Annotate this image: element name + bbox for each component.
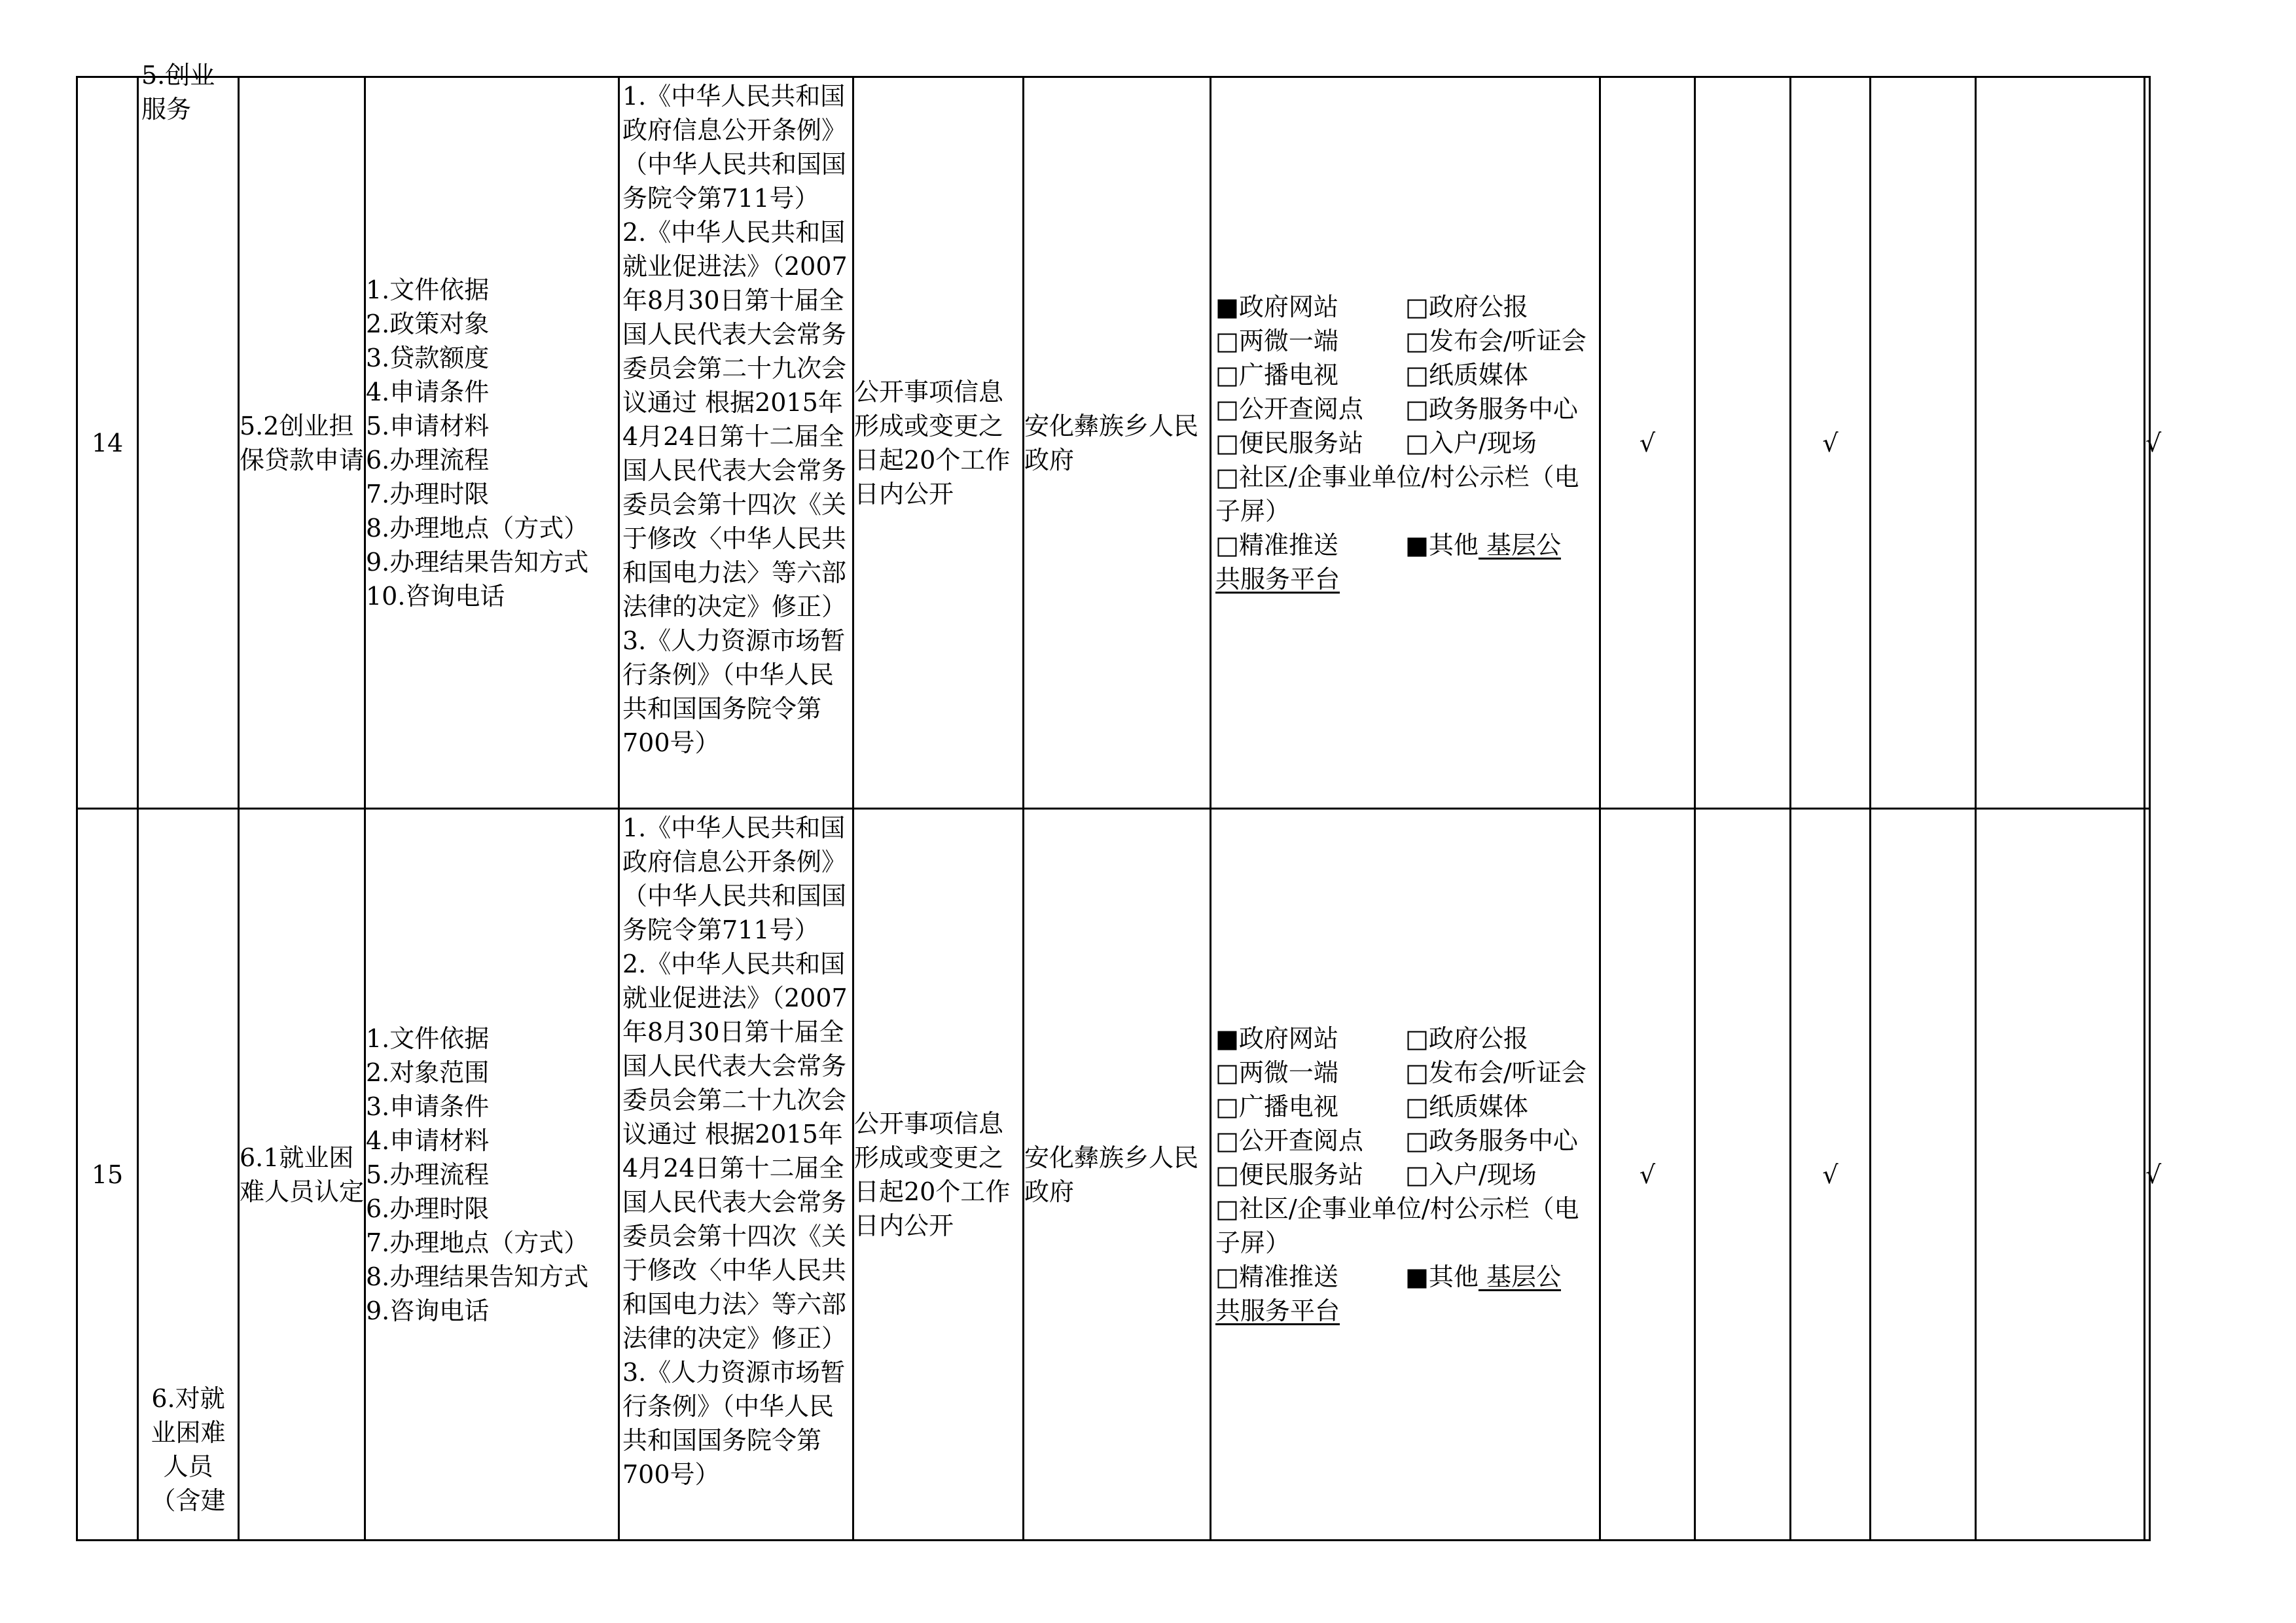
check-cell [1976,77,2145,809]
content-item: 8.办理结果告知方式 [366,1262,589,1291]
channel-reading-point: □公开查阅点 [1215,1126,1363,1155]
content-item: 7.办理时限 [366,479,490,508]
channels-cell [1211,77,1600,809]
disclosure-table [76,61,2162,1541]
content-item: 8.办理地点（方式） [366,513,589,543]
content-item: 1.文件依据 [366,275,490,304]
check-cell [1600,809,1695,1541]
content-item: 9.办理结果告知方式 [366,547,589,577]
content-item: 5.办理流程 [366,1160,490,1189]
content-item: 3.贷款额度 [366,343,490,372]
disclosure-subject: 安化彝族乡人民政府 [1024,1143,1199,1206]
channel-convenience: □便民服务站 [1215,428,1363,457]
channel-options [1211,1022,1599,1328]
time-limit: 公开事项信息形成或变更之日起20个工作日内公开 [854,1109,1011,1240]
subject-cell [1024,77,1211,809]
channel-paper: □纸质媒体 [1405,360,1528,389]
channel-gov-site: ■政府网站 [1215,1024,1338,1053]
channel-two-micro: □两微一端 [1215,326,1338,355]
item-name: 5.2创业担保贷款申请 [240,411,365,474]
time-limit-cell [853,809,1024,1541]
content-cell [365,809,619,1541]
check-mark: √ [2145,1160,2162,1189]
channel-convenience: □便民服务站 [1215,1160,1363,1189]
basis-cell [619,77,853,809]
check-cell [1791,809,1871,1541]
table-row [77,809,2150,1541]
channel-push: □精准推送 [1215,530,1338,560]
item-cell [239,809,365,1541]
content-item: 7.办理地点（方式） [366,1228,589,1257]
subject-cell [1024,809,1211,1541]
row-number: 14 [91,428,124,457]
content-list [366,1022,618,1328]
content-item: 4.申请条件 [366,377,490,406]
content-item: 3.申请条件 [366,1092,490,1121]
channel-other [1405,528,1595,562]
channel-service-center: □政务服务中心 [1405,1126,1578,1155]
channel-reading-point: □公开查阅点 [1215,394,1363,423]
channel-bulletin: □社区/企事业单位/村公示栏（电子屏） [1215,462,1579,526]
channel-other-value-head: 基层公 [1478,530,1561,560]
content-item: 4.申请材料 [366,1126,490,1155]
content-item: 10.咨询电话 [366,581,505,611]
category-label-top: 5.创业服务 [141,61,215,124]
check-cell [1791,77,1871,809]
check-mark: √ [2145,428,2162,457]
disclosure-subject: 安化彝族乡人民政府 [1024,411,1199,474]
row-number-cell [77,809,138,1541]
item-name: 6.1就业困难人员认定 [240,1143,365,1206]
content-item: 5.申请材料 [366,411,490,440]
category-cell [138,809,239,1541]
channel-other-value-tail: 共服务平台 [1215,564,1340,594]
channel-broadcast: □广播电视 [1215,360,1338,389]
channel-push: □精准推送 [1215,1262,1338,1291]
basis-text: 1.《中华人民共和国政府信息公开条例》（中华人民共和国国务院令第711号） 2.《中华人民共和国就业促进法》（2007年8月30日第十届全国人民代表大会常务委员会第二十九次会议通过 根据2015年4月24日第十二届全国人民代表大会常务委员会第十四次《关于修改〈中华人民共和国电力法〉等六部法律的决定》修正） 3.《人力资源市场暂行条例》（中华人民共和国国务院令第700号） [622,813,848,1489]
channel-broadcast: □广播电视 [1215,1092,1338,1121]
item-cell [239,77,365,809]
row-number-cell [77,77,138,809]
channel-other-label: ■其他 [1405,530,1479,560]
table-row [77,77,2150,809]
channel-gazette: □政府公报 [1405,292,1528,321]
content-list [366,273,618,613]
content-item: 1.文件依据 [366,1024,490,1053]
content-item: 2.政策对象 [366,309,490,338]
channel-service-center: □政务服务中心 [1405,394,1578,423]
channel-press: □发布会/听证会 [1405,326,1587,355]
channel-options [1211,290,1599,596]
content-item: 6.办理流程 [366,445,490,474]
check-cell [1600,77,1695,809]
basis-cell [619,809,853,1541]
check-cell [1976,809,2145,1541]
channel-door: □入户/现场 [1405,428,1537,457]
check-mark: √ [1639,428,1656,457]
channel-paper: □纸质媒体 [1405,1092,1528,1121]
content-item: 9.咨询电话 [366,1296,490,1325]
category-label-bottom: 6.对就业困难人员（含建 [151,1384,226,1515]
row-number: 15 [91,1160,124,1189]
channel-two-micro: □两微一端 [1215,1058,1338,1087]
content-cell [365,77,619,809]
channel-bulletin: □社区/企事业单位/村公示栏（电子屏） [1215,1194,1579,1257]
channel-press: □发布会/听证会 [1405,1058,1587,1087]
channel-other-value-tail: 共服务平台 [1215,1296,1340,1325]
check-cell [1695,809,1791,1541]
time-limit-cell [853,77,1024,809]
channel-gazette: □政府公报 [1405,1024,1528,1053]
check-mark: √ [1822,428,1839,457]
channel-gov-site: ■政府网站 [1215,292,1338,321]
channel-other-label: ■其他 [1405,1262,1479,1291]
content-item: 6.办理时限 [366,1194,490,1223]
content-item: 2.对象范围 [366,1058,490,1087]
basis-text: 1.《中华人民共和国政府信息公开条例》（中华人民共和国国务院令第711号） 2.《中华人民共和国就业促进法》（2007年8月30日第十届全国人民代表大会常务委员会第二十九次会议通过 根据2015年4月24日第十二届全国人民代表大会常务委员会第十四次《关于修改〈中华人民共和国电力法〉等六部法律的决定》修正） 3.《人力资源市场暂行条例》（中华人民共和国国务院令第700号） [622,81,848,757]
check-cell [2145,809,2162,1541]
time-limit: 公开事项信息形成或变更之日起20个工作日内公开 [854,377,1011,508]
channels-cell [1211,809,1600,1541]
category-cell [138,61,239,809]
check-cell [1871,809,1976,1541]
channel-door: □入户/现场 [1405,1160,1537,1189]
check-mark: √ [1822,1160,1839,1189]
check-mark: √ [1639,1160,1656,1189]
channel-other-value-head: 基层公 [1478,1262,1561,1291]
channel-other [1405,1260,1595,1294]
check-cell [2145,77,2162,809]
check-cell [1695,77,1791,809]
check-cell [1871,77,1976,809]
